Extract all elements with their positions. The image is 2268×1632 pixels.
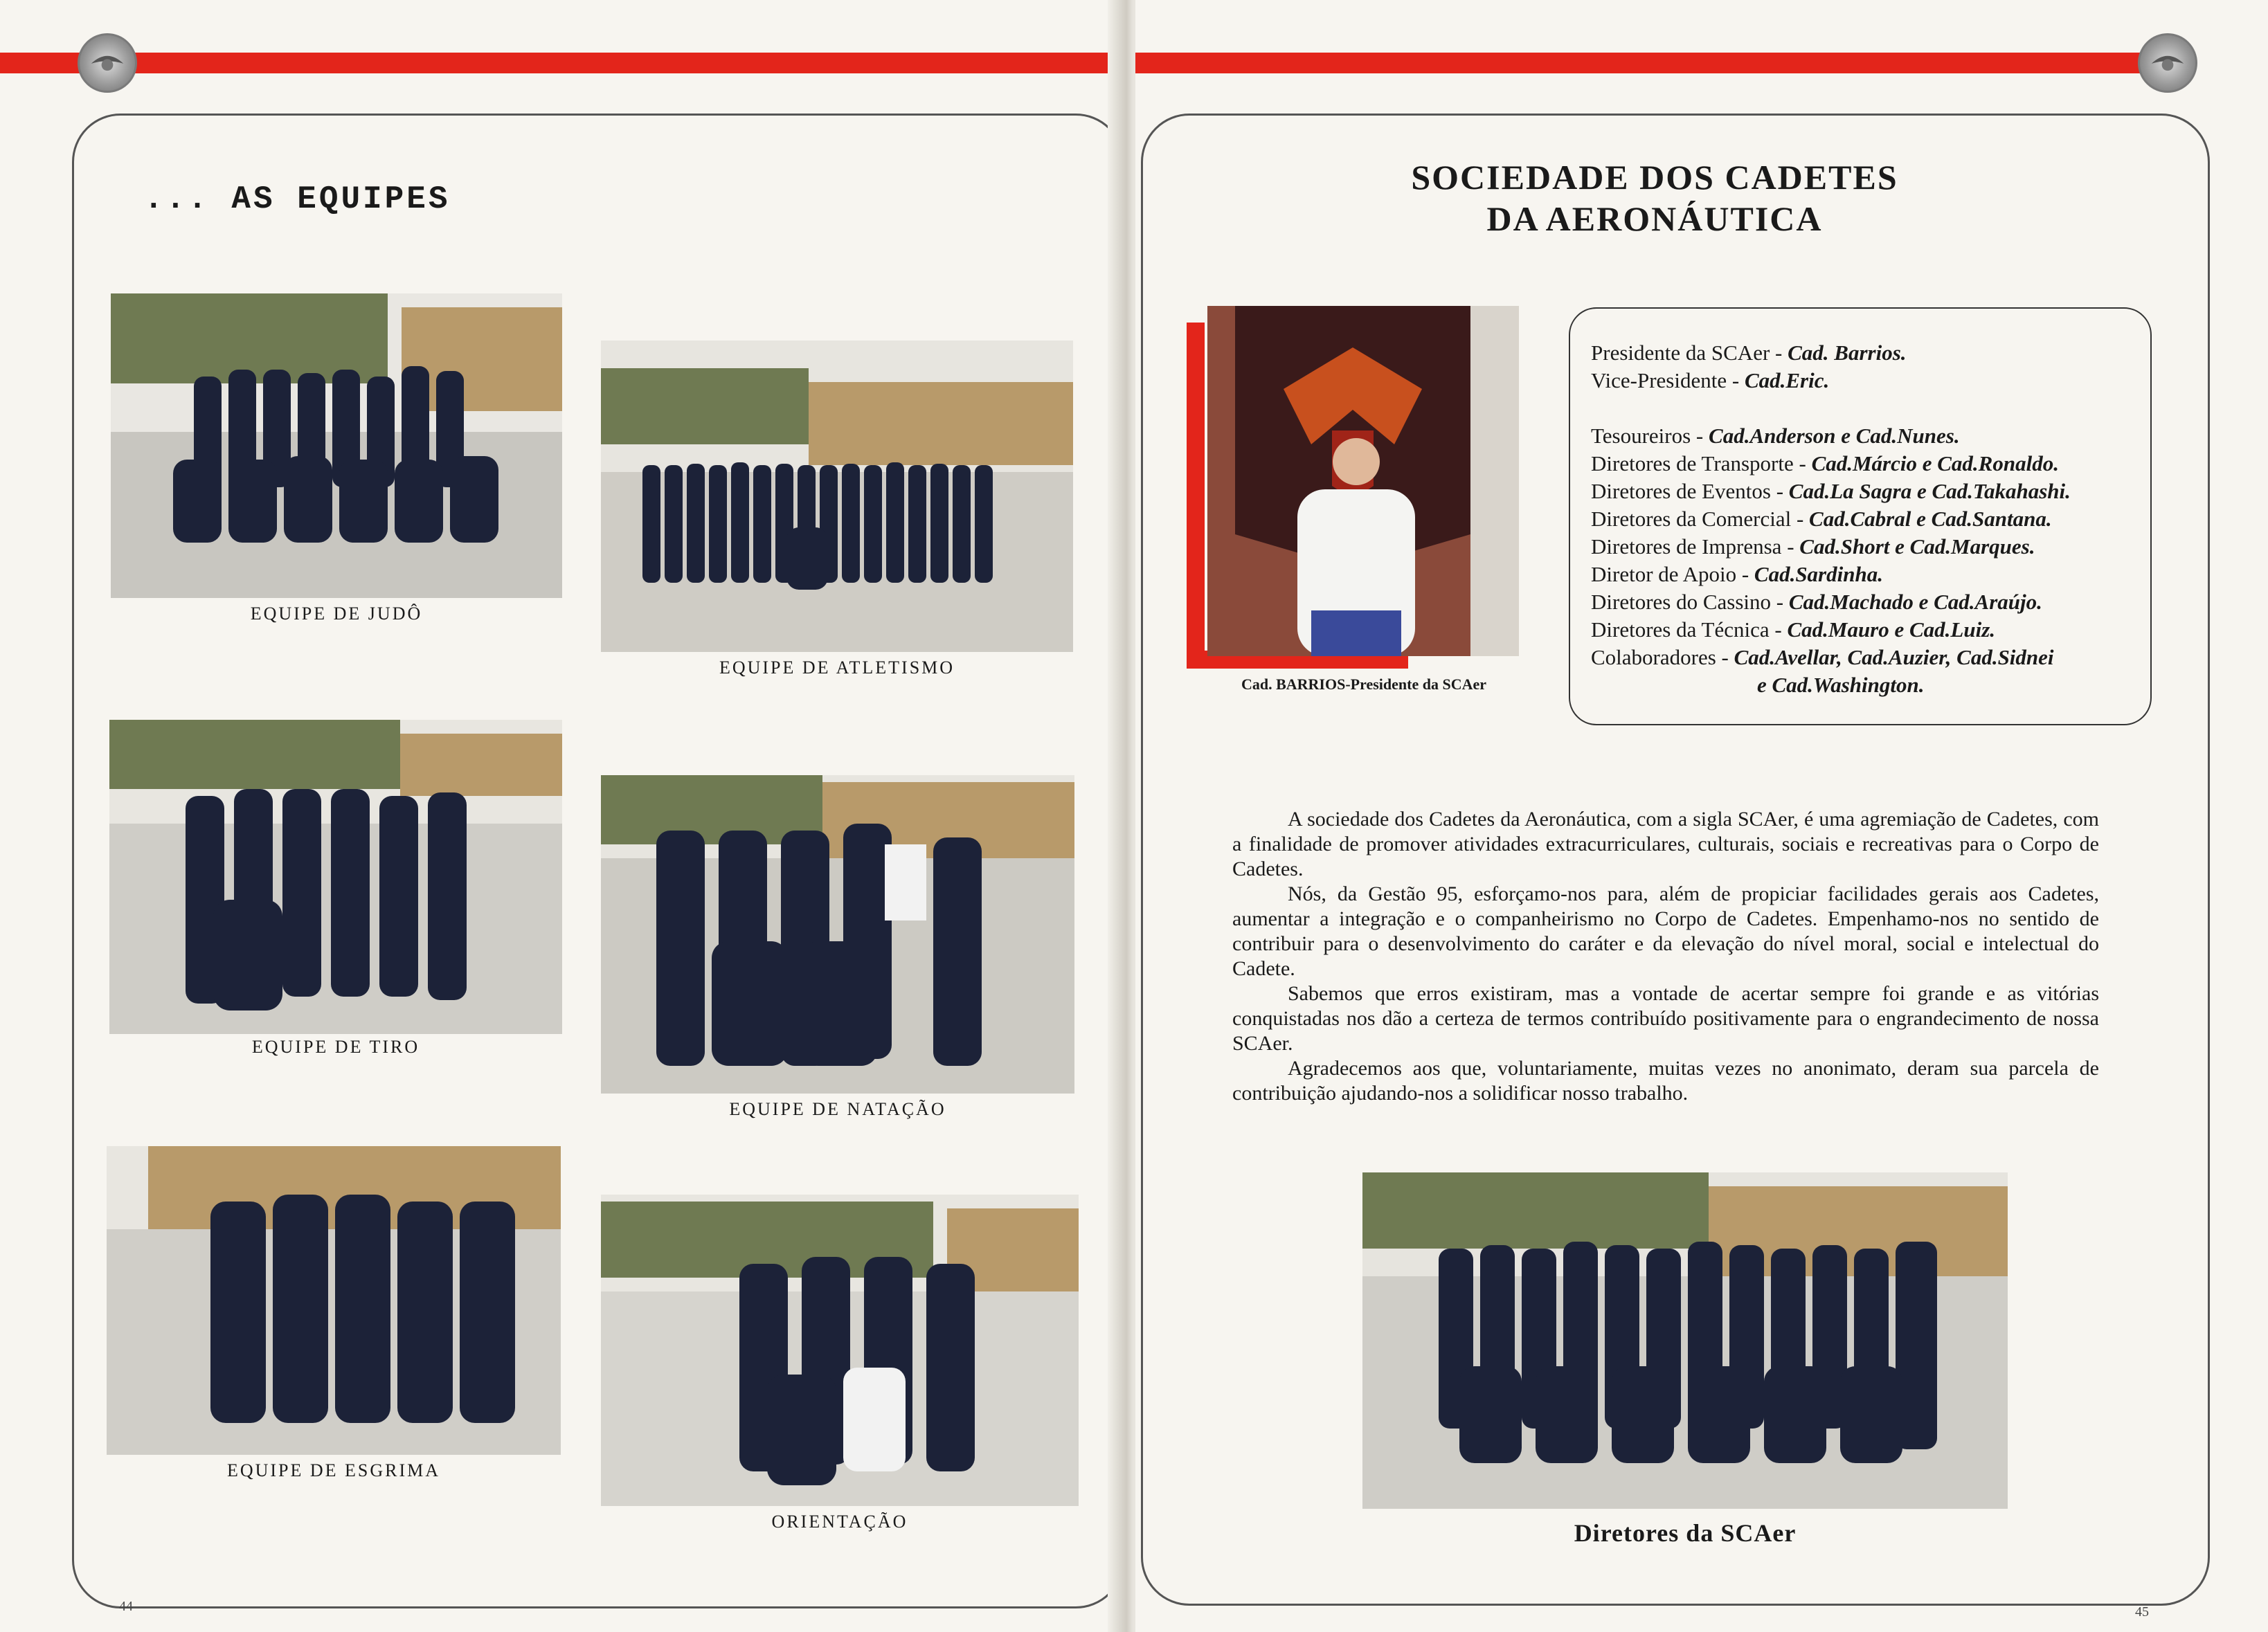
roster-line: Tesoureiros - Cad.Anderson e Cad.Nunes. [1591,424,1960,448]
photo-orientacao [601,1195,1079,1506]
paragraph-3: Sabemos que erros existiram, mas a vontade de acertar sempre foi grande e as vitórias conquistadas nos dão a certeza de termos contribuído positivamente para o engrandecimento de nossa SCAer. [1232,982,2099,1055]
crest-emblem-left [78,33,137,93]
page-title-line1: SOCIEDADE DOS CADETES [1411,158,1898,197]
page-title [1274,156,2035,239]
caption-atletismo: EQUIPE DE ATLETISMO [719,658,955,678]
roster-line: Diretores do Cassino - Cad.Machado e Cad.Araújo. [1591,590,2042,614]
roster-line: Diretores da Comercial - Cad.Cabral e Cad.Santana. [1591,507,2052,531]
left-page [0,0,1115,1632]
header-stripe-left [0,53,1108,73]
photo-equipe-natacao [601,775,1074,1094]
caption-diretores: Diretores da SCAer [1574,1519,1797,1547]
caption-tiro: EQUIPE DE TIRO [251,1037,420,1057]
roster-line: Diretor de Apoio - Cad.Sardinha. [1591,562,1883,586]
roster-line: Diretores de Eventos - Cad.La Sagra e Cad.Takahashi. [1591,479,2071,503]
photo-diretores-scaer [1362,1172,2008,1509]
photo-equipe-tiro [109,720,562,1034]
photo-equipe-atletismo [601,341,1073,652]
caption-orientacao: ORIENTAÇÃO [771,1512,908,1532]
roster-gap [1591,395,2130,422]
roster-line: Vice-Presidente - Cad.Eric. [1591,368,1830,392]
page-number-right: 45 [2135,1604,2149,1620]
portrait-caption: Cad. BARRIOS-Presidente da SCAer [1241,676,1487,693]
caption-natacao: EQUIPE DE NATAÇÃO [729,1099,946,1119]
red-accent-vertical [1187,323,1205,669]
section-heading: ... AS EQUIPES [144,181,451,217]
roster-line: Colaboradores - Cad.Avellar, Cad.Auzier, Cad.Sidnei [1591,645,2054,669]
roster-line: Diretores de Imprensa - Cad.Short e Cad.Marques. [1591,534,2035,559]
paragraph-4: Agradecemos aos que, voluntariamente, muitas vezes no anonimato, deram sua parcela de contribuição ajudando-nos a solidificar nosso trabalho. [1232,1057,2099,1105]
caption-esgrima: EQUIPE DE ESGRIMA [226,1460,441,1480]
body-text [1232,807,2099,1106]
photo-equipe-judo [111,293,562,598]
caption-judo: EQUIPE DE JUDÔ [250,604,423,624]
header-stripe-right [1135,53,2174,73]
page-number-left: 44 [119,1599,133,1614]
paragraph-1: A sociedade dos Cadetes da Aeronáutica, com a sigla SCAer, é uma agremiação de Cadetes, com a finalidade de promover atividades extracurriculares, culturais, sociais e recreativas para o Corpo de Cadetes. [1232,808,2099,880]
crest-emblem-right [2138,33,2197,93]
roster-line: Presidente da SCAer - Cad. Barrios. [1591,341,1907,365]
page-title-line2: DA AERONÁUTICA [1486,199,1823,238]
photo-equipe-esgrima [107,1146,561,1455]
roster-line: e Cad.Washington. [1757,673,1925,697]
officers-roster [1569,307,2152,725]
roster-line: Diretores de Transporte - Cad.Márcio e Cad.Ronaldo. [1591,451,2059,475]
photo-president-portrait [1207,306,1519,656]
right-page [1135,0,2268,1632]
roster-line: Diretores da Técnica - Cad.Mauro e Cad.Luiz. [1591,617,1996,642]
paragraph-2: Nós, da Gestão 95, esforçamo-nos para, além de propiciar facilidades gerais aos Cadetes, aumentar a integração e o companheirismo no Corpo de Cadetes. Empenhamo-nos no sentido de contribuir para o desenvolvimento do caráter e da elevação do nível moral, social e intelectual do Cadete. [1232,882,2099,980]
